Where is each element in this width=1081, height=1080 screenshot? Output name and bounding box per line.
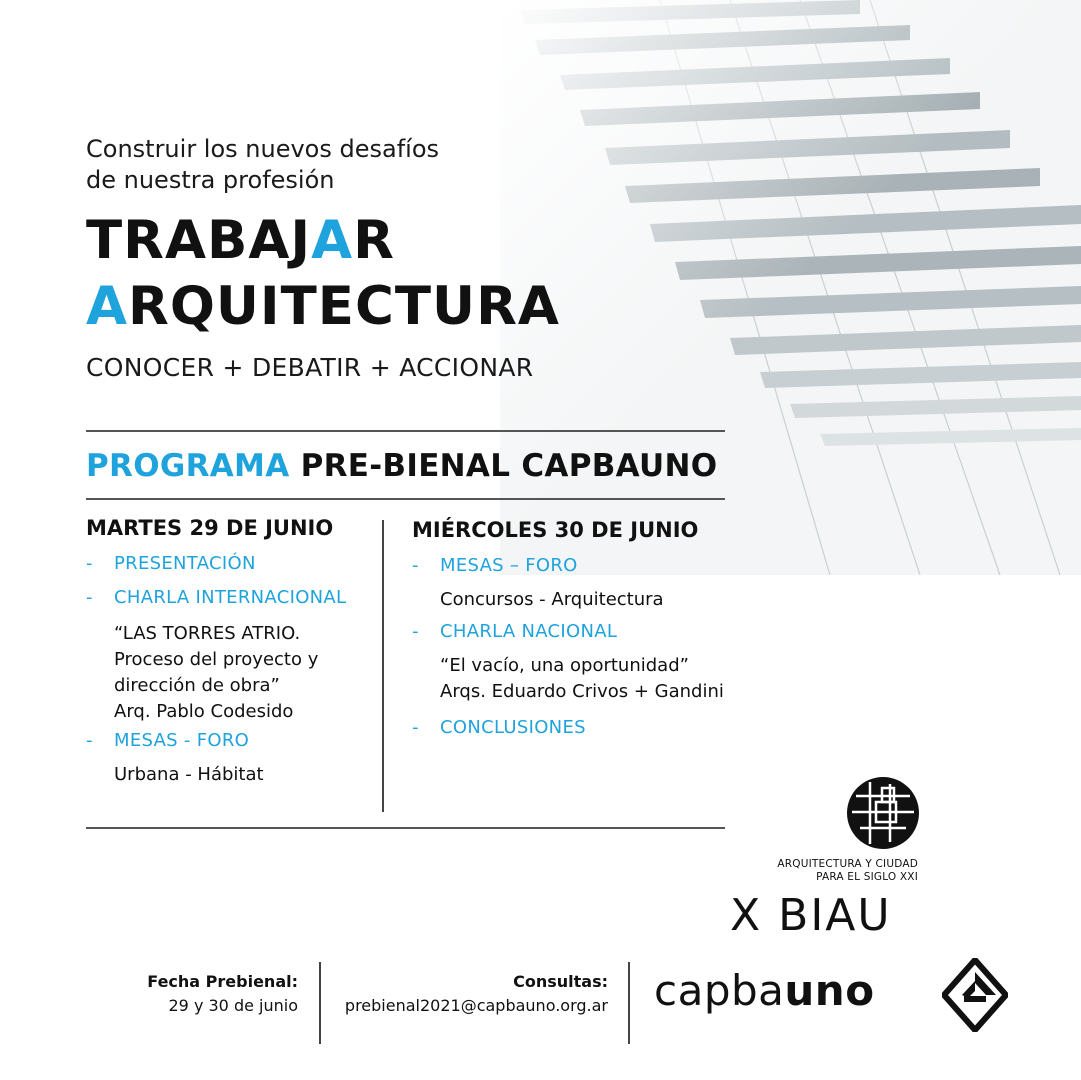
divider-bottom	[86, 827, 725, 829]
program-title-main: PRE-BIENAL CAPBAUNO	[300, 448, 718, 484]
divider-middle	[86, 498, 725, 500]
subtitle-line-1: Construir los nuevos desafíos	[86, 135, 440, 163]
program-title-accent: PROGRAMA	[86, 448, 290, 484]
headline-text: R	[128, 276, 170, 337]
biau-caption: ARQUITECTURA Y CIUDAD PARA EL SIGLO XXI	[777, 858, 918, 883]
architecture-background-image	[500, 0, 1081, 575]
headline-line-1	[86, 210, 395, 271]
day1-mesas-detail: Urbana - Hábitat	[114, 764, 264, 785]
day2-mesas-detail: Concursos - Arquitectura	[440, 589, 664, 610]
fecha-label: Fecha Prebienal:	[147, 972, 298, 991]
headline-text: QUITECTURA	[169, 276, 560, 337]
day1-item-presentacion: - PRESENTACIÓN	[86, 553, 256, 574]
headline-line-2	[86, 276, 560, 337]
subtitle	[86, 134, 439, 196]
biau-logo-text: X BIAU	[730, 890, 892, 941]
tagline: CONOCER + DEBATIR + ACCIONAR	[86, 353, 534, 382]
day1-item-charla: - CHARLA INTERNACIONAL	[86, 587, 347, 608]
headline-accent-letter: A	[86, 276, 129, 337]
day1-item-mesas: - MESAS - FORO	[86, 730, 250, 751]
column-divider	[382, 520, 384, 812]
day2-title: MIÉRCOLES 30 DE JUNIO	[412, 518, 699, 542]
biau-emblem-icon	[846, 776, 920, 850]
day2-item-charla: - CHARLA NACIONAL	[412, 621, 618, 642]
consultas-email[interactable]: prebienal2021@capbauno.org.ar	[344, 996, 608, 1015]
consultas-label: Consultas:	[513, 972, 608, 991]
footer-divider-2	[628, 962, 630, 1044]
headline-text: TRABAJ	[86, 210, 312, 271]
headline-accent-letter: A	[311, 210, 354, 271]
day2-charla-detail: “El vacío, una oportunidad” Arqs. Eduardo Crivos + Gandini	[440, 655, 724, 702]
fecha-value: 29 y 30 de junio	[168, 996, 298, 1015]
program-title	[86, 448, 717, 484]
day2-item-conclusiones: - CONCLUSIONES	[412, 717, 586, 738]
subtitle-line-2: de nuestra profesión	[86, 166, 335, 194]
day2-item-mesas: - MESAS – FORO	[412, 555, 578, 576]
day1-title: MARTES 29 DE JUNIO	[86, 516, 334, 540]
capbauno-logo-text: capbauno	[654, 966, 875, 1015]
day1-charla-detail: “LAS TORRES ATRIO. Proceso del proyecto y dirección de obra” Arq. Pablo Codesido	[114, 623, 319, 722]
capbauno-emblem-icon	[942, 958, 1008, 1032]
headline-text: R	[353, 210, 395, 271]
footer-divider-1	[319, 962, 321, 1044]
divider-top	[86, 430, 725, 432]
